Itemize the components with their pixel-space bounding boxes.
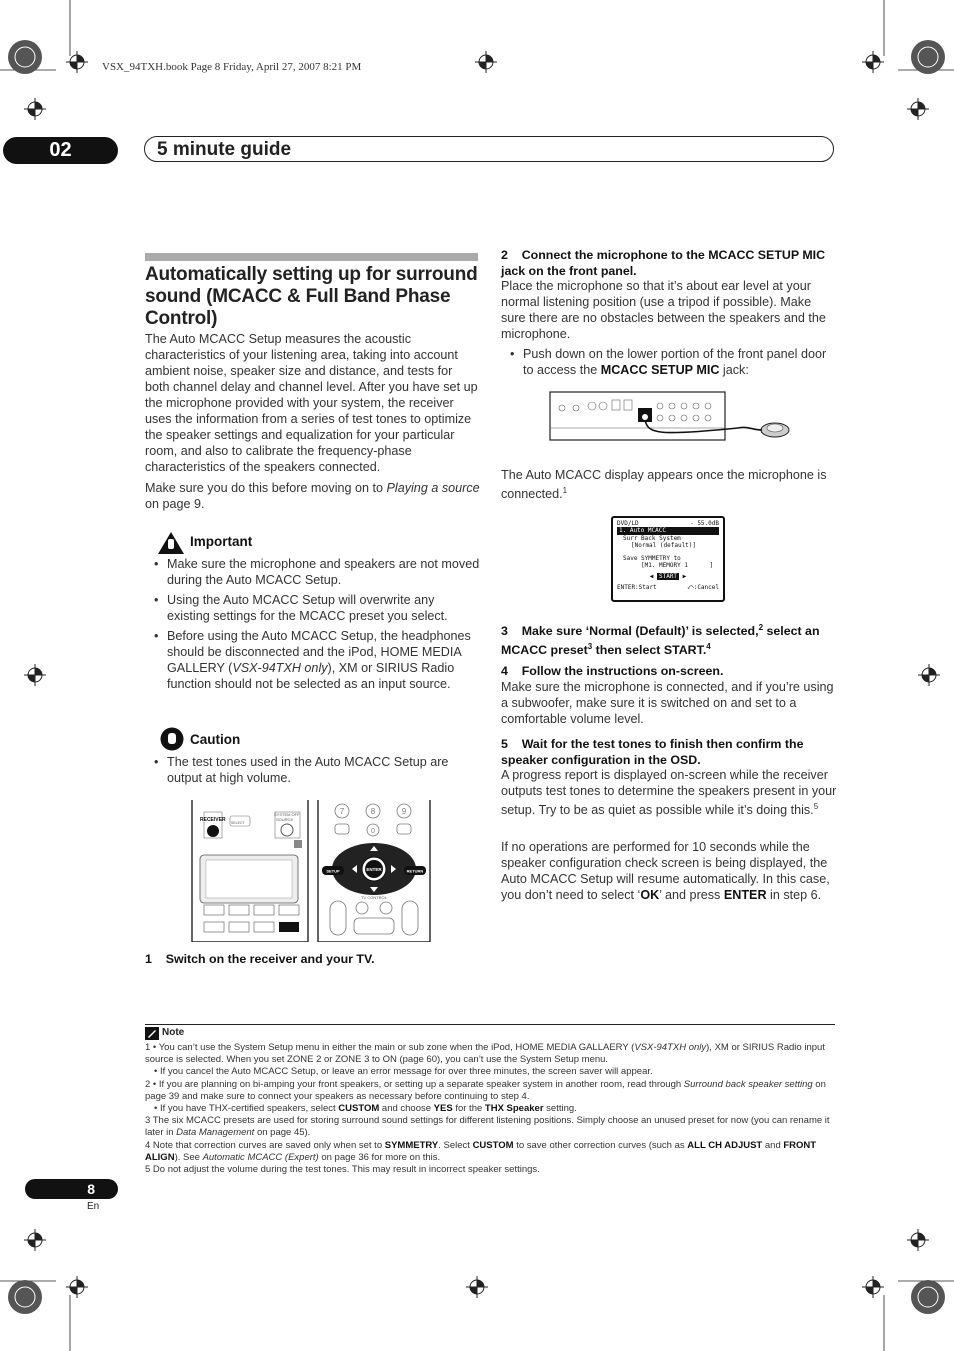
step-2-heading: 2 Connect the microphone to the MCACC SETUP MIC jack on the front panel. bbox=[501, 248, 826, 278]
front-panel-microphone-illustration bbox=[548, 390, 793, 454]
footnote: • If you have THX-certified speakers, select CUSTOM and choose YES for the THX Speaker setting. bbox=[154, 1103, 577, 1115]
step-1: 1 Switch on the receiver and your TV. bbox=[145, 952, 375, 966]
step-5-heading: 5 Wait for the test tones to finish then confirm the speaker configuration in the OSD. bbox=[501, 737, 804, 767]
remote-receiver-label: RECEIVER bbox=[200, 817, 226, 823]
caution-list bbox=[145, 754, 480, 786]
intro-paragraph: The Auto MCACC Setup measures the acoustic characteristics of your listening area, taking into account ambient noise, speaker size and distance, and tests for both channel delay and channel level. After you have set up the microphone provided with your system, the receiver uses the information from a series of test tones to optimize the speaker settings and equalization for your particular room, and also to calibrate the frequency-phase characteristics of the speakers connected. bbox=[145, 332, 478, 474]
crosshair-icon bbox=[475, 51, 497, 73]
remote-control-illustration bbox=[190, 800, 435, 942]
footnote: • If you cancel the Auto MCACC Setup, or leave an error message for over three minutes, the screen saver will appear. bbox=[154, 1066, 653, 1078]
important-heading: Important bbox=[190, 534, 253, 549]
crosshair-icon bbox=[66, 51, 88, 73]
step-4-body: Make sure the microphone is connected, and if you’re using a subwoofer, make sure it is switched on and set to a comfortable volume level. bbox=[501, 680, 834, 726]
remote-return-label: RETURN bbox=[406, 868, 424, 874]
footnote: 1 • You can’t use the System Setup menu in either the main or sub zone when the iPod, HOME MEDIA GALLAERY (VSX-94TXH only), XM or SIRIUS Radio input source is selected. When you set ZONE 2 or ZONE 3 to ON (page 60), you can’t use the System Setup menu. bbox=[145, 1042, 825, 1066]
footnote: 4 Note that correction curves are saved only when set to SYMMETRY. Select CUSTOM to save other correction curves (such as ALL CH ADJUST and FRONT ALIGN). See Automatic MCACC (Expert) on page 36 for more on this. bbox=[145, 1139, 817, 1163]
remote-enter-label: ENTER bbox=[366, 867, 382, 872]
crosshair-icon bbox=[24, 664, 46, 686]
osd-highlight-row: 1. Auto MCACC bbox=[617, 527, 719, 534]
print-slug: VSX_94TXH.book Page 8 Friday, April 27, 2007 8:21 PM bbox=[102, 61, 362, 73]
crosshair-icon bbox=[907, 98, 929, 120]
remote-select-label: SELECT bbox=[231, 821, 245, 825]
chapter-number-badge: 02 bbox=[3, 137, 118, 164]
chapter-title: 5 minute guide bbox=[144, 136, 834, 162]
notes-rule bbox=[145, 1024, 835, 1025]
intro-note-paragraph: Make sure you do this before moving on to Playing a source on page 9. bbox=[145, 481, 480, 511]
footnote: 2 • If you are planning on bi-amping your front speakers, or setting up a separate speaker system in another room, read through Surround back speaker setting on page 39 and make sure to connect your speakers as necessary before continuing to step 4. bbox=[145, 1078, 826, 1102]
crosshair-icon bbox=[24, 98, 46, 120]
display-paragraph: The Auto MCACC display appears once the microphone is connected.$^1$ bbox=[501, 468, 827, 502]
osd-start-button[interactable]: START bbox=[658, 573, 678, 581]
step-3: 3 Make sure ‘Normal (Default)’ is selected,$^2$ select an MCACC preset$^3$ then select START.$^4$ bbox=[501, 623, 820, 658]
step-5-resume-paragraph: If no operations are performed for 10 seconds while the speaker configuration check screen is being displayed, the Auto MCACC Setup will resume automatically. In this case, you don’t need to select ‘OK’ and press ENTER in step 6. bbox=[501, 840, 830, 902]
crosshair-icon bbox=[907, 1229, 929, 1251]
footnotes bbox=[145, 1042, 837, 1176]
crosshair-icon bbox=[862, 1276, 884, 1298]
remote-digit-0: 0 bbox=[371, 828, 375, 835]
list-item: • Make sure the microphone and speakers are not moved during the Auto MCACC Setup. bbox=[145, 556, 480, 588]
remote-system-off-label: SYSTEM OFF bbox=[274, 812, 300, 817]
step-2-bullet: • Push down on the lower portion of the front panel door to access the MCACC SETUP MIC jack: bbox=[501, 346, 837, 378]
return-arrow-icon: ⤺ bbox=[687, 583, 694, 591]
note-pencil-icon bbox=[145, 1027, 159, 1040]
crosshair-icon bbox=[862, 51, 884, 73]
list-item: • The test tones used in the Auto MCACC Setup are output at high volume. bbox=[145, 754, 480, 786]
caution-hand-icon bbox=[160, 727, 184, 751]
remote-tv-control-label: TV CONTROL bbox=[361, 895, 387, 900]
page-number: 8 bbox=[25, 1179, 118, 1199]
remote-digit-7: 7 bbox=[339, 807, 345, 816]
notes-heading: Note bbox=[162, 1027, 185, 1038]
crosshair-icon bbox=[466, 1276, 488, 1298]
step-4-heading: 4 Follow the instructions on-screen. bbox=[501, 664, 724, 678]
important-list bbox=[145, 556, 480, 692]
remote-source-label: SOURCE bbox=[276, 817, 294, 822]
remote-setup-label: SETUP bbox=[326, 868, 340, 874]
list-item: • Before using the Auto MCACC Setup, the headphones should be disconnected and the iPod, HOME MEDIA GALLERY (VSX-94TXH only), XM or SIRIUS Radio function should not be selected as an input source. bbox=[145, 628, 480, 692]
section-title: Automatically setting up for surround sound (MCACC & Full Band Phase Control) bbox=[145, 264, 478, 329]
caution-heading: Caution bbox=[190, 732, 241, 747]
section-rule bbox=[145, 253, 478, 261]
crosshair-icon bbox=[66, 1276, 88, 1298]
remote-digit-8: 8 bbox=[370, 807, 376, 816]
footnote: 5 Do not adjust the volume during the test tones. This may result in incorrect speaker settings. bbox=[145, 1164, 540, 1176]
step-2-body: Place the microphone so that it’s about ear level at your normal listening position (use a tripod if possible). Make sure there are no obstacles between the speakers and the microphone. bbox=[501, 279, 826, 341]
step-5-body: A progress report is displayed on-screen while the receiver outputs test tones to determine the speakers present in your setup. Try to be as quiet as possible while it’s doing this.$^5$ bbox=[501, 768, 837, 818]
language-label: En bbox=[87, 1201, 100, 1212]
crosshair-icon bbox=[24, 1229, 46, 1251]
footnote: 3 The six MCACC presets are used for storing surround sound settings for different listening positions. Simply choose an unused preset for now (you can rename it later in Data Management on page 45). bbox=[145, 1115, 830, 1139]
remote-digit-9: 9 bbox=[401, 807, 407, 816]
crosshair-icon bbox=[918, 664, 940, 686]
warning-hand-icon bbox=[157, 531, 185, 555]
list-item: • Using the Auto MCACC Setup will overwrite any existing settings for the MCACC preset you select. bbox=[145, 592, 480, 624]
osd-screen: DVD/LD - 55.0dB 1. Auto MCACC Surr Back System [Normal (default)] Save SYMMETRY to [M1. MEMORY 1 ] ◀ START ▶ ENTER:Start ⤺:Cancel bbox=[611, 516, 725, 602]
